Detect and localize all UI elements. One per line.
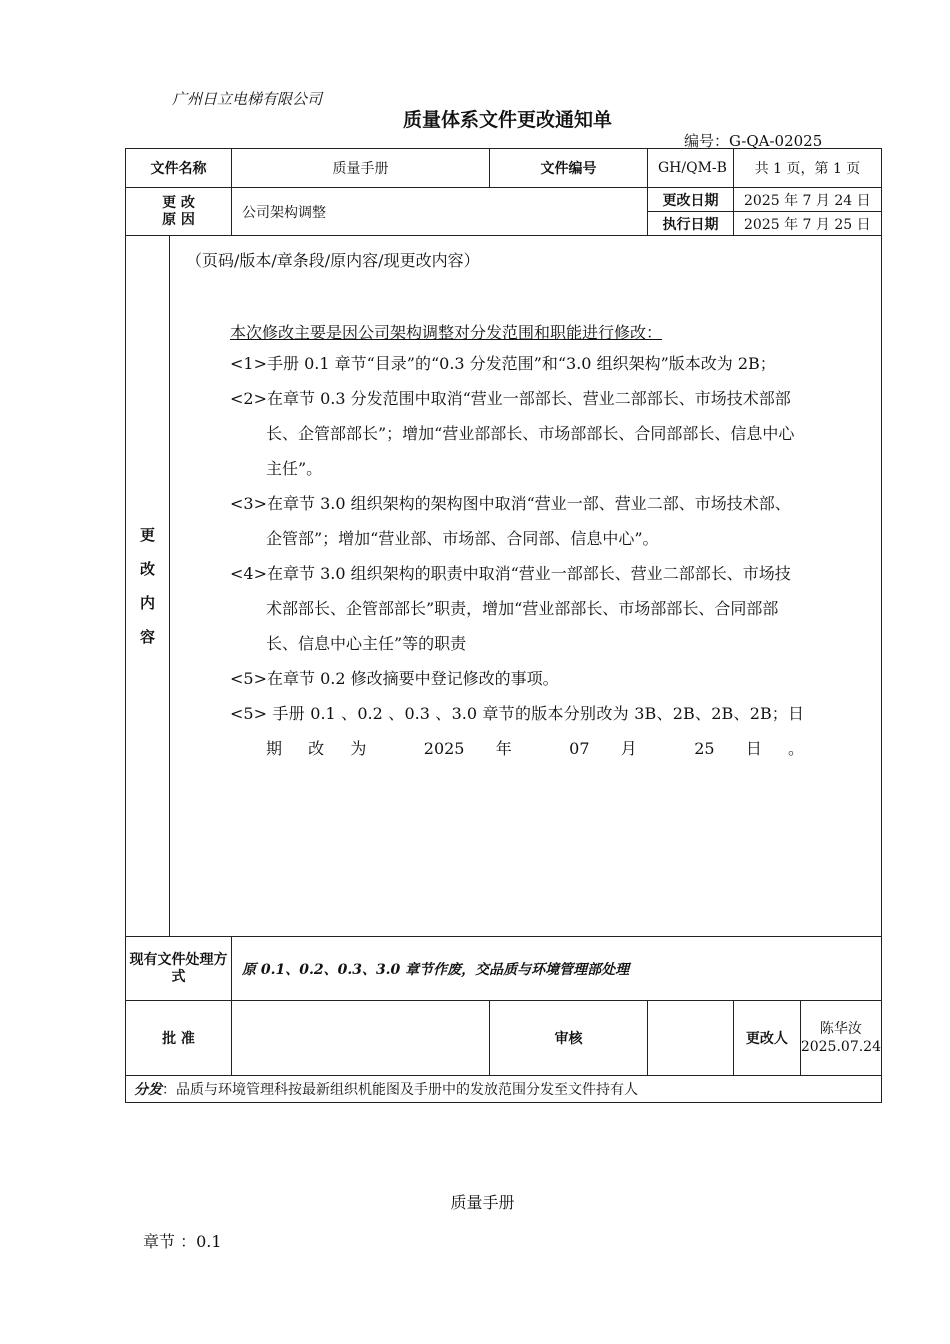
file-name-label: 文件名称 bbox=[126, 149, 232, 188]
existing-file-label: 现有文件处理方式 bbox=[126, 937, 232, 1001]
changer-label: 更改人 bbox=[734, 1001, 801, 1075]
content-item-2: <2>在章节 0.3 分发范围中取消“营业一部部长、营业二部部长、市场技术部部长、企管部部长”；增加“营业部部长、市场部部长、合同部部长、信息中心主任”。 bbox=[230, 389, 795, 478]
document-number: 编号：G-QA-02025 bbox=[684, 132, 823, 150]
reason-label-line-1: 更 改 bbox=[162, 194, 195, 211]
footer-title: 质量手册 bbox=[450, 1193, 515, 1212]
content-item-6: <5> 手册 0.1 、0.2 、0.3 、3.0 章节的版本分别改为 3B、2B、2B、2B；日期改为 2025 年 07 月 25 日。 bbox=[230, 704, 804, 758]
exec-date-value: 2025 年 7 月 25 日 bbox=[734, 212, 882, 236]
changer-name: 陈华汝 bbox=[819, 1021, 862, 1037]
distribution-row bbox=[126, 1076, 882, 1103]
content-body bbox=[170, 236, 882, 937]
change-notice-form bbox=[125, 148, 882, 1103]
content-label-char-2: 改 bbox=[139, 560, 155, 578]
content-label-char-1: 更 bbox=[139, 526, 155, 544]
page-count: 共 1 页，第 1 页 bbox=[734, 149, 882, 188]
content-items bbox=[230, 346, 804, 766]
file-name-value: 质量手册 bbox=[232, 149, 490, 188]
existing-file-method: 原 0.1、0.2、0.3、3.0 章节作废，交品质与环境管理部处理 bbox=[232, 937, 882, 1001]
reason-label bbox=[126, 188, 232, 236]
distribution-text: ：品质与环境管理科按最新组织机能图及手册中的发放范围分发至文件持有人 bbox=[162, 1082, 638, 1098]
distribution-label: 分发 bbox=[134, 1082, 162, 1098]
review-label: 审核 bbox=[490, 1001, 648, 1076]
exec-date-label: 执行日期 bbox=[648, 212, 734, 236]
content-label-char-3: 内 bbox=[139, 594, 155, 612]
content-item-5: <5>在章节 0.2 修改摘要中登记修改的事项。 bbox=[230, 669, 559, 688]
changer-signature bbox=[801, 1001, 881, 1075]
change-date-label: 更改日期 bbox=[648, 188, 734, 212]
changer-date: 2025.07.24 bbox=[800, 1039, 881, 1055]
approve-label: 批 准 bbox=[126, 1001, 232, 1076]
company-name: 广州日立电梯有限公司 bbox=[172, 90, 323, 108]
reason-label-line-2: 原 因 bbox=[162, 211, 195, 228]
changer-cell bbox=[734, 1001, 882, 1076]
content-label-char-4: 容 bbox=[139, 628, 155, 646]
document-title: 质量体系文件更改通知单 bbox=[402, 109, 612, 131]
file-code-label: 文件编号 bbox=[490, 149, 648, 188]
content-item-1: <1>手册 0.1 章节“目录”的“0.3 分发范围”和“3.0 组织架构”版本改为 2B； bbox=[230, 354, 776, 373]
content-item-3: <3>在章节 3.0 组织架构的架构图中取消“营业一部、营业二部、市场技术部、企管部”；增加“营业部、市场部、合同部、信息中心”。 bbox=[230, 494, 791, 548]
content-label bbox=[126, 236, 170, 937]
content-summary: 本次修改主要是因公司架构调整对分发范围和职能进行修改： bbox=[230, 323, 663, 342]
approve-value bbox=[232, 1001, 490, 1076]
file-code-value: GH/QM-B bbox=[648, 149, 734, 188]
reason-value: 公司架构调整 bbox=[232, 188, 648, 236]
content-item-4: <4>在章节 3.0 组织架构的职责中取消“营业一部部长、营业二部部长、市场技术部部长、企管部部长”职责，增加“营业部部长、市场部部长、合同部部长、信息中心主任”等的职责 bbox=[230, 564, 791, 653]
footer-section: 章节 ：0.1 bbox=[143, 1232, 222, 1251]
content-intro: （页码/版本/章条段/原内容/现更改内容） bbox=[186, 251, 480, 270]
review-value bbox=[648, 1001, 734, 1076]
change-date-value: 2025 年 7 月 24 日 bbox=[734, 188, 882, 212]
